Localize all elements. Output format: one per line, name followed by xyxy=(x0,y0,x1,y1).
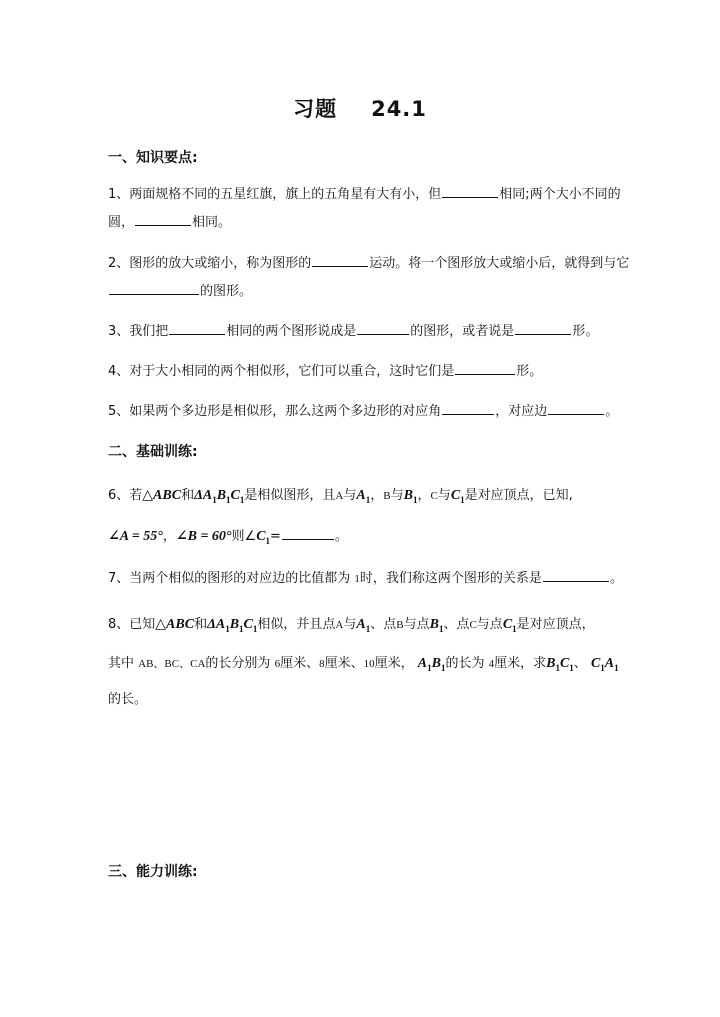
title-main: 习题 xyxy=(293,97,338,121)
q3-line: 3、我们把 相同的两个图形说成是 的图形，或者说是 形。 xyxy=(108,320,598,339)
q4-line: 4、对于大小相同的两个相似形，它们可以重合，这时它们是 形。 xyxy=(108,360,542,379)
q6-triangle-a1b1c1: $\Delta A_1B_1C_1$ xyxy=(194,488,245,505)
q8-triangle-abc: △ABC xyxy=(155,617,195,632)
q5-blank-2[interactable] xyxy=(548,401,604,415)
q1-blank-1[interactable] xyxy=(442,184,498,198)
q2-line2: 的图形。 xyxy=(108,280,252,299)
q5-line: 5、如果两个多边形是相似形，那么这两个多边形的对应角 ，对应边 。 xyxy=(108,400,618,419)
q6-line2: ∠A = 55°，∠B = 60°则$\angle C_1=$ 。 xyxy=(108,525,348,546)
q1-blank-2[interactable] xyxy=(135,212,191,226)
q3-blank-1[interactable] xyxy=(169,321,225,335)
q8-line3: 的长。 xyxy=(108,692,148,707)
section-heading-3: 三、能力训练: xyxy=(108,864,198,880)
q8-line2: 其中 AB、BC、CA的长分别为 6厘米、8厘米、10厘米， $A_1B_1$的长为 4厘米，求$B_1C_1$、 $C_1A_1$ xyxy=(108,656,619,673)
section-heading-1: 一、知识要点: xyxy=(108,150,198,166)
q6-line1: 6、若△ABC和$\Delta A_1B_1C_1$是相似图形，且A与$A_1$，B与$B_1$，C与$C_1$是对应顶点，已知, xyxy=(108,488,573,505)
title-number: 24.1 xyxy=(371,97,427,121)
q6-blank[interactable] xyxy=(282,526,334,540)
q3-blank-3[interactable] xyxy=(515,321,571,335)
q2-blank-2[interactable] xyxy=(109,281,199,295)
q6-angle-b: ∠B = 60° xyxy=(175,529,232,544)
q2-blank-1[interactable] xyxy=(312,253,368,267)
q7-line: 7、当两个相似的图形的对应边的比值都为 1时，我们称这两个图形的关系是 。 xyxy=(108,567,623,586)
q5-blank-1[interactable] xyxy=(442,401,494,415)
q1-line1: 1、两面规格不同的五星红旗，旗上的五角星有大有小，但 相同;两个大小不同的 xyxy=(108,183,621,202)
q3-blank-2[interactable] xyxy=(357,321,409,335)
q8-triangle-a1b1c1: $\Delta A_1B_1C_1$ xyxy=(207,617,258,634)
q1-line2: 圆， 相同。 xyxy=(108,211,231,230)
page-title xyxy=(0,93,720,123)
q6-angle-a: ∠A = 55° xyxy=(108,529,163,544)
q2-line1: 2、图形的放大或缩小，称为图形的 运动。将一个图形放大或缩小后，就得到与它 xyxy=(108,252,629,271)
q6-triangle-abc: △ABC xyxy=(142,488,182,503)
q8-line1: 8、已知△ABC和$\Delta A_1B_1C_1$相似，并且点A与$A_1$、点B与点$B_1$、点C与点$C_1$是对应顶点， xyxy=(108,617,595,634)
q4-blank[interactable] xyxy=(455,361,515,375)
section-heading-2: 二、基础训练: xyxy=(108,444,198,460)
q7-blank[interactable] xyxy=(543,568,609,582)
